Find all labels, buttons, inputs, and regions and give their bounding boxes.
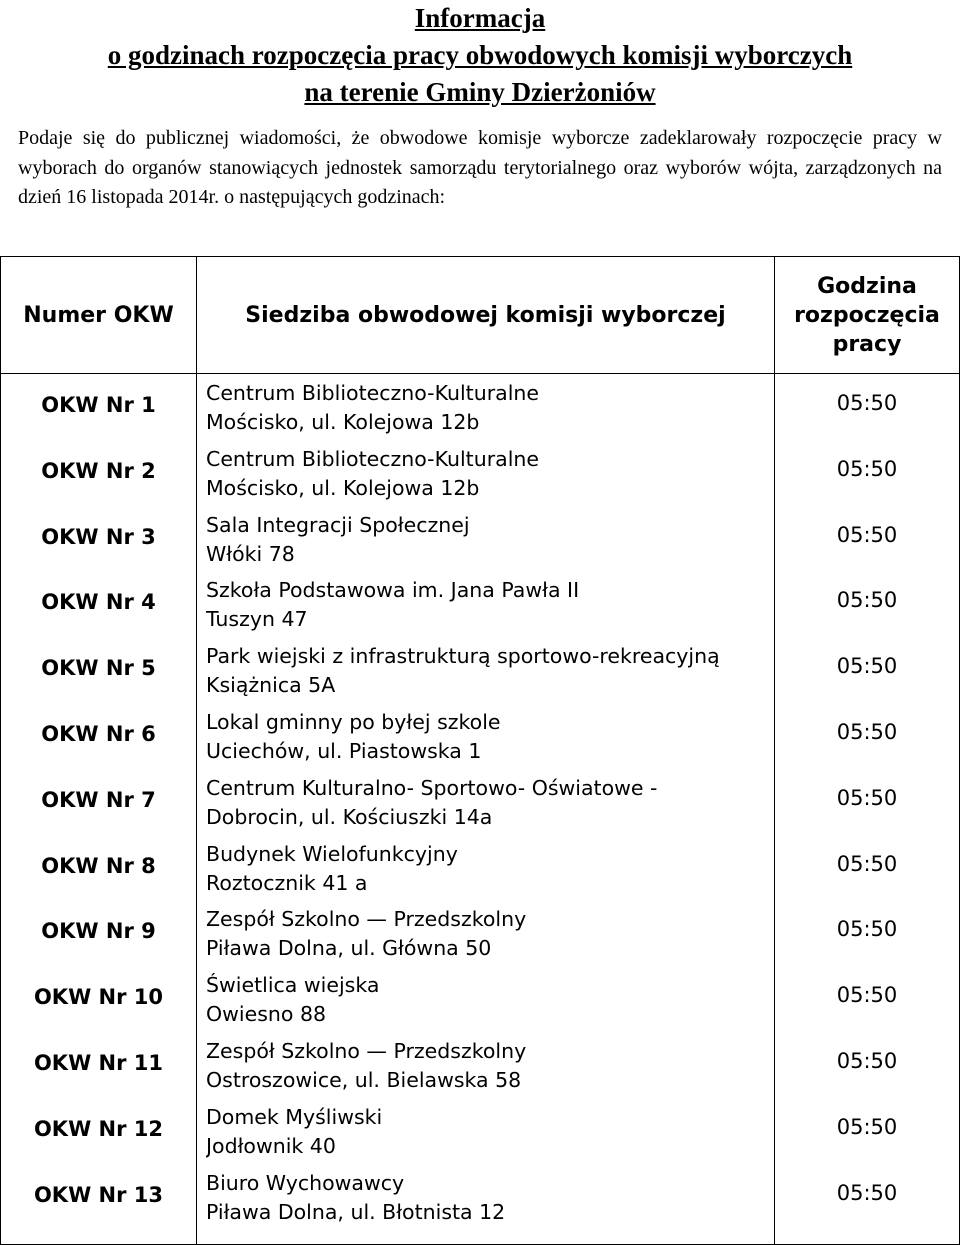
location-address: Włóki 78 bbox=[206, 541, 295, 566]
location-name: Budynek Wielofunkcyjny bbox=[206, 841, 458, 866]
location-item bbox=[206, 1037, 774, 1103]
location-name: Świetlica wiejska bbox=[206, 973, 380, 998]
location-address: Owiesno 88 bbox=[206, 1002, 327, 1027]
location-item bbox=[206, 445, 774, 511]
location-name: Biuro Wychowawcy bbox=[206, 1170, 405, 1195]
location-address: Mościsko, ul. Kolejowa 12b bbox=[206, 475, 480, 500]
location-item bbox=[206, 576, 774, 642]
okw-number: OKW Nr 11 bbox=[33, 1050, 164, 1075]
location-address: Uciechów, ul. Piastowska 1 bbox=[206, 738, 482, 763]
location-item bbox=[206, 642, 774, 708]
okw-number: OKW Nr 10 bbox=[33, 985, 164, 1010]
okw-number: OKW Nr 4 bbox=[41, 590, 156, 615]
intro-paragraph: Podaje się do publicznej wiadomości, że obwodowe komisje wyborcze zadeklarowały rozpoczęcie pracy w wyborach do organów stanowiących jednostek samorządu terytorialnego oraz wyborów wójta, zarządzonych na dzień 16 listopada 2014r. o następujących godzinach: bbox=[18, 127, 942, 208]
location-name: Zespół Szkolno — Przedszkolny bbox=[206, 1038, 527, 1063]
okw-number-cell bbox=[1, 374, 197, 1245]
location-address: Jodłownik 40 bbox=[206, 1133, 336, 1158]
okw-number: OKW Nr 6 bbox=[41, 721, 156, 746]
location-address: Tuszyn 47 bbox=[206, 607, 308, 632]
location-name: Szkoła Podstawowa im. Jana Pawła II bbox=[206, 578, 580, 603]
location-list bbox=[197, 374, 774, 1234]
start-time-cell bbox=[775, 374, 960, 1245]
location-address: Mościsko, ul. Kolejowa 12b bbox=[206, 410, 480, 434]
location-name: Sala Integracji Społecznej bbox=[206, 512, 470, 537]
start-time: 05:50 bbox=[836, 719, 898, 744]
start-time: 05:50 bbox=[836, 522, 898, 547]
location-name: Domek Myśliwski bbox=[206, 1104, 383, 1129]
location-name: Centrum Biblioteczno-Kulturalne bbox=[206, 446, 539, 471]
okw-number: OKW Nr 9 bbox=[41, 919, 156, 944]
table-body-row bbox=[1, 374, 960, 1245]
location-item bbox=[206, 1169, 774, 1235]
location-name: Centrum Biblioteczno-Kulturalne bbox=[206, 381, 539, 405]
location-name: Park wiejski z infrastrukturą sportowo-rekreacyjną bbox=[206, 644, 720, 669]
commissions-table bbox=[0, 256, 960, 1245]
location-name: Lokal gminny po byłej szkole bbox=[206, 709, 501, 734]
location-address: Dobrocin, ul. Kościuszki 14a bbox=[206, 804, 493, 829]
table-header-row bbox=[1, 257, 960, 374]
location-item bbox=[206, 905, 774, 971]
location-item bbox=[206, 379, 774, 445]
okw-number: OKW Nr 12 bbox=[33, 1116, 164, 1141]
location-name: Centrum Kulturalno- Sportowo- Oświatowe - bbox=[206, 775, 658, 800]
location-item bbox=[206, 774, 774, 840]
okw-number: OKW Nr 5 bbox=[41, 656, 156, 681]
location-address: Ostroszowice, ul. Bielawska 58 bbox=[206, 1067, 522, 1092]
start-time-list bbox=[775, 374, 959, 1244]
okw-number: OKW Nr 3 bbox=[41, 524, 156, 549]
location-item bbox=[206, 971, 774, 1037]
header-start-time: Godzina rozpoczęcia pracy bbox=[775, 257, 960, 374]
okw-number: OKW Nr 8 bbox=[41, 853, 156, 878]
start-time: 05:50 bbox=[836, 588, 898, 613]
location-item bbox=[206, 840, 774, 906]
location-item bbox=[206, 708, 774, 774]
start-time: 05:50 bbox=[836, 654, 898, 679]
start-time: 05:50 bbox=[836, 851, 898, 876]
location-address: Piława Dolna, ul. Błotnista 12 bbox=[206, 1199, 506, 1224]
location-address: Roztocznik 41 a bbox=[206, 870, 368, 895]
location-item bbox=[206, 511, 774, 577]
location-name: Zespół Szkolno — Przedszkolny bbox=[206, 907, 527, 932]
start-time: 05:50 bbox=[836, 1180, 898, 1205]
start-time: 05:50 bbox=[836, 785, 898, 810]
title-line-1: Informacja bbox=[414, 3, 546, 33]
start-time: 05:50 bbox=[836, 917, 898, 942]
header-okw-number: Numer OKW bbox=[1, 257, 197, 374]
header-location: Siedziba obwodowej komisji wyborczej bbox=[197, 257, 775, 374]
location-address: Piława Dolna, ul. Główna 50 bbox=[206, 936, 492, 961]
start-time: 05:50 bbox=[836, 983, 898, 1008]
location-cell bbox=[197, 374, 775, 1245]
title-line-2: o godzinach rozpoczęcia pracy obwodowych komisji wyborczych bbox=[107, 40, 853, 70]
okw-number-list bbox=[1, 374, 196, 1243]
okw-number: OKW Nr 2 bbox=[41, 458, 156, 483]
location-address: Książnica 5A bbox=[206, 673, 336, 698]
start-time: 05:50 bbox=[836, 1114, 898, 1139]
document-title bbox=[0, 0, 960, 111]
okw-number: OKW Nr 7 bbox=[41, 787, 156, 812]
okw-number: OKW Nr 1 bbox=[41, 393, 156, 417]
title-line-3: na terenie Gminy Dzierżoniów bbox=[304, 77, 656, 107]
location-item bbox=[206, 1103, 774, 1169]
okw-number: OKW Nr 13 bbox=[33, 1182, 164, 1207]
start-time: 05:50 bbox=[836, 456, 898, 481]
start-time: 05:50 bbox=[836, 1048, 898, 1073]
start-time: 05:50 bbox=[836, 391, 898, 415]
